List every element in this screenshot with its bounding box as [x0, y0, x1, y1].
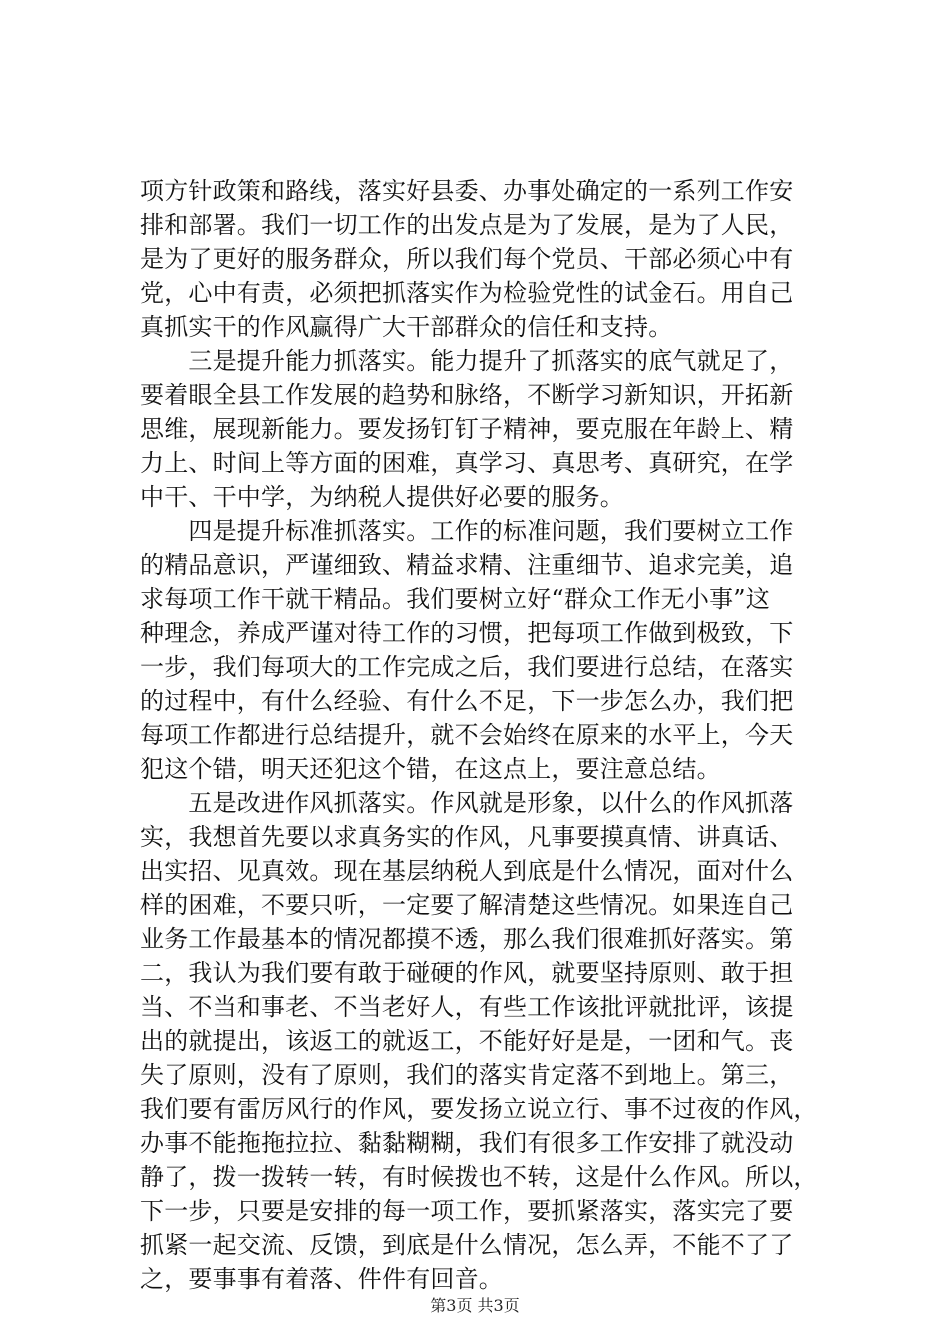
text-line: 四是提升标准抓落实。工作的标准问题，我们要树立工作	[140, 517, 794, 545]
text-line: 要着眼全县工作发展的趋势和脉络，不断学习新知识，开拓新	[140, 381, 794, 409]
text-line: 真抓实干的作风赢得广大干部群众的信任和支持。	[140, 313, 673, 341]
document-body	[140, 174, 816, 1296]
text-line: 我们要有雷厉风行的作风，要发扬立说立行、事不过夜的作风，	[140, 1095, 818, 1123]
text-line: 一步，我们每项大的工作完成之后，我们要进行总结，在落实	[140, 653, 794, 681]
text-line: 出的就提出，该返工的就返工，不能好好是是，一团和气。丧	[140, 1027, 794, 1055]
text-line: 三是提升能力抓落实。能力提升了抓落实的底气就足了，	[140, 347, 794, 375]
text-line: 实，我想首先要以求真务实的作风，凡事要摸真情、讲真话、	[140, 823, 794, 851]
text-line: 是为了更好的服务群众，所以我们每个党员、干部必须心中有	[140, 245, 794, 273]
text-line: 办事不能拖拖拉拉、黏黏糊糊，我们有很多工作安排了就没动	[140, 1129, 794, 1157]
text-line: 思维，展现新能力。要发扬钉钉子精神，要克服在年龄上、精	[140, 415, 794, 443]
text-line: 的精品意识，严谨细致、精益求精、注重细节、追求完美，追	[140, 551, 794, 579]
text-line: 出实招、见真效。现在基层纳税人到底是什么情况，面对什么	[140, 857, 794, 885]
text-line: 五是改进作风抓落实。作风就是形象，以什么的作风抓落	[140, 789, 794, 817]
text-line: 当、不当和事老、不当老好人，有些工作该批评就批评，该提	[140, 993, 794, 1021]
text-line: 下一步，只要是安排的每一项工作，要抓紧落实，落实完了要	[140, 1197, 794, 1225]
text-line: 之，要事事有着落、件件有回音。	[140, 1265, 503, 1293]
page-number-footer: 第3页 共3页	[430, 1296, 520, 1315]
text-line: 排和部署。我们一切工作的出发点是为了发展，是为了人民，	[140, 211, 794, 239]
text-line: 的过程中，有什么经验、有什么不足，下一步怎么办，我们把	[140, 687, 794, 715]
text-line: 失了原则，没有了原则，我们的落实肯定落不到地上。第三，	[140, 1061, 794, 1089]
text-line: 求每项工作干就干精品。我们要树立好“群众工作无小事”这	[140, 585, 770, 613]
text-line: 业务工作最基本的情况都摸不透，那么我们很难抓好落实。第	[140, 925, 794, 953]
text-line: 项方针政策和路线，落实好县委、办事处确定的一系列工作安	[140, 177, 794, 205]
text-line: 静了，拨一拨转一转，有时候拨也不转，这是什么作风。所以，	[140, 1163, 818, 1191]
text-line: 样的困难，不要只听，一定要了解清楚这些情况。如果连自己	[140, 891, 794, 919]
text-line: 每项工作都进行总结提升，就不会始终在原来的水平上，今天	[140, 721, 794, 749]
text-line: 力上、时间上等方面的困难，真学习、真思考、真研究，在学	[140, 449, 794, 477]
text-line: 种理念，养成严谨对待工作的习惯，把每项工作做到极致，下	[140, 619, 794, 647]
text-line: 党，心中有责，必须把抓落实作为检验党性的试金石。用自己	[140, 279, 794, 307]
text-line: 抓紧一起交流、反馈，到底是什么情况，怎么弄，不能不了了	[140, 1231, 794, 1259]
text-line: 中干、干中学，为纳税人提供好必要的服务。	[140, 483, 624, 511]
text-line: 犯这个错，明天还犯这个错，在这点上，要注意总结。	[140, 755, 721, 783]
text-line: 二，我认为我们要有敢于碰硬的作风，就要坚持原则、敢于担	[140, 959, 794, 987]
